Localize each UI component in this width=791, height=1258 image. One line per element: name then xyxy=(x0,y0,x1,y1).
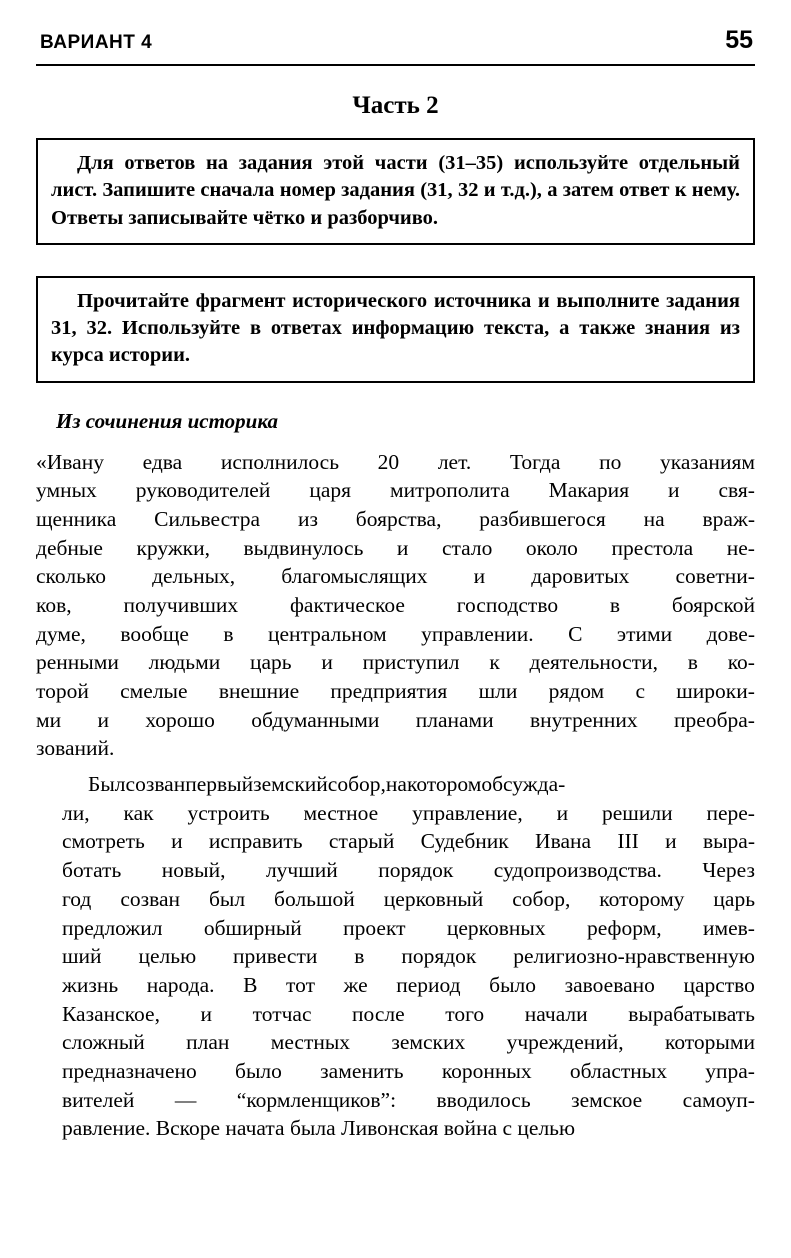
text-line: зований. xyxy=(36,736,115,761)
text-line: предложил обширный проект церковных реформ, имев- xyxy=(62,915,755,940)
text-line: ший целью привести в порядок религиозно-нравственную xyxy=(62,944,755,969)
text-line: ботать новый, лучший порядок судопроизводства. Через xyxy=(62,858,755,883)
text-line: равление. Вскоре начата была Ливонская война с целью xyxy=(62,1116,576,1141)
text-line: Казанское, и тотчас после того начали вырабатывать xyxy=(62,1001,755,1026)
instruction-text-answers: Для ответов на задания этой части (31–35) используйте отдельный лист. Запишите сначала номер задания (31, 32 и т.д.), а затем ответ к нему. Ответы записывайте чётко и разборчиво. xyxy=(51,152,740,229)
text-line: смотреть и исправить старый Судебник Ивана III и выра- xyxy=(62,829,755,854)
text-line: ми и хорошо обдуманными планами внутренних преобра- xyxy=(36,707,755,732)
text-line: ли, как устроить местное управление, и решили пере- xyxy=(62,800,755,825)
text-line: жизнь народа. В тот же период было завоевано царство xyxy=(62,972,755,997)
text-line: щенника Сильвестра из боярства, разбившегося на враж- xyxy=(36,506,755,531)
instruction-box-source xyxy=(36,276,755,383)
source-paragraph-2 xyxy=(36,770,755,1143)
instruction-text-source: Прочитайте фрагмент исторического источника и выполните задания 31, 32. Используйте в ответах информацию текста, а также знания из курса истории. xyxy=(51,289,740,367)
text-line: ренными людьми царь и приступил к деятельности, в ко- xyxy=(36,650,755,675)
text-line: сколько дельных, благомыслящих и даровитых советни- xyxy=(36,564,755,589)
page-number: 55 xyxy=(725,26,753,54)
text-line: Былсозванпервыйземскийсобор,накоторомобсужда- xyxy=(88,772,566,797)
source-heading: Из сочинения историка xyxy=(56,408,278,433)
text-line: предназначено было заменить коронных областных упра- xyxy=(62,1058,755,1083)
text-line: дебные кружки, выдвинулось и стало около престола не- xyxy=(36,535,755,560)
page-header xyxy=(36,26,755,55)
text-line: умных руководителей царя митрополита Макария и свя- xyxy=(36,478,755,503)
variant-label: ВАРИАНТ 4 xyxy=(40,32,153,53)
text-line: торой смелые внешние предприятия шли рядом с широки- xyxy=(36,679,755,703)
text-line: ков, получивших фактическое господство в боярской xyxy=(36,592,755,617)
text-line: «Ивану едва исполнилось 20 лет. Тогда по указаниям xyxy=(36,449,755,474)
text-line: сложный план местных земских учреждений, которыми xyxy=(62,1030,755,1055)
text-line: год созван был большой церковный собор, которому царь xyxy=(62,886,755,911)
text-line: думе, вообще в центральном управлении. С этими дове- xyxy=(36,621,755,646)
instruction-box-answers xyxy=(36,138,755,245)
text-line: вителей — “кормленщиков”: вводилось земское самоуп- xyxy=(62,1087,755,1112)
header-divider xyxy=(36,64,755,66)
part-title: Часть 2 xyxy=(352,92,439,119)
source-paragraph-1 xyxy=(36,448,755,764)
